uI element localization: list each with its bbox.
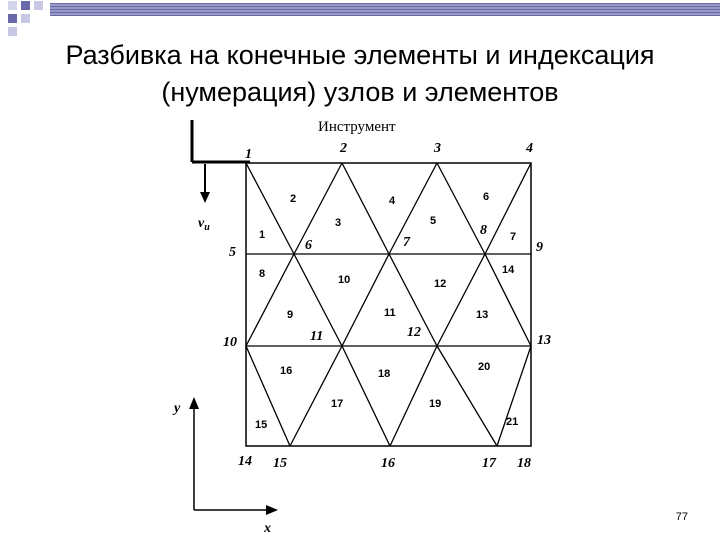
velocity-label (198, 216, 210, 233)
element-label: 21 (506, 416, 519, 428)
node-label: 18 (517, 456, 531, 471)
element-label: 14 (502, 264, 515, 276)
element-label: 7 (510, 231, 517, 243)
node-label: 16 (381, 456, 395, 471)
node-label: 11 (310, 329, 324, 344)
node-labels (223, 141, 551, 471)
node-label: 1 (245, 147, 252, 162)
x-axis-arrowhead (266, 505, 278, 515)
element-labels (255, 191, 518, 431)
slide-title-line1: Разбивка на конечные элементы и индексация (65, 40, 655, 70)
element-label: 5 (430, 215, 437, 227)
node-label: 13 (537, 333, 551, 348)
node-label: 3 (434, 141, 441, 156)
mesh-horizontal-lines (246, 254, 531, 346)
node-label: 6 (305, 238, 312, 253)
node-label: 15 (273, 456, 287, 471)
node-label: 2 (340, 141, 347, 156)
element-label: 20 (478, 361, 491, 373)
tool-label: Инструмент (318, 119, 396, 135)
node-label: 9 (536, 240, 543, 255)
velocity-label-subscript: и (204, 222, 210, 233)
y-axis-label: y (174, 401, 181, 416)
element-label: 10 (338, 274, 351, 286)
element-label: 6 (483, 191, 490, 203)
element-label: 16 (280, 365, 293, 377)
element-label: 8 (259, 268, 266, 280)
element-label: 3 (335, 217, 342, 229)
node-label: 4 (526, 141, 533, 156)
element-label: 13 (476, 309, 489, 321)
element-label: 4 (389, 195, 396, 207)
element-label: 12 (434, 278, 447, 290)
element-label: 9 (287, 309, 294, 321)
node-label: 12 (407, 325, 421, 340)
velocity-arrow (200, 164, 210, 203)
node-label: 7 (403, 235, 410, 250)
node-label: 8 (480, 223, 487, 238)
x-axis-label: x (264, 521, 271, 536)
y-axis-arrowhead (189, 397, 199, 409)
element-label: 18 (378, 368, 391, 380)
node-label: 10 (223, 335, 237, 350)
element-label: 1 (259, 229, 266, 241)
node-label: 14 (238, 454, 252, 469)
element-label: 11 (384, 307, 396, 319)
velocity-label-main: v (198, 216, 205, 231)
node-label: 17 (482, 456, 496, 471)
element-label: 2 (290, 193, 297, 205)
element-label: 17 (331, 398, 344, 410)
page-number: 77 (675, 511, 688, 523)
node-label: 5 (229, 245, 236, 260)
slide-title-line2: (нумерация) узлов и элементов (161, 77, 559, 107)
coordinate-axes (189, 397, 278, 515)
element-label: 19 (429, 398, 442, 410)
element-label: 15 (255, 419, 268, 431)
tool-bracket (192, 120, 250, 162)
